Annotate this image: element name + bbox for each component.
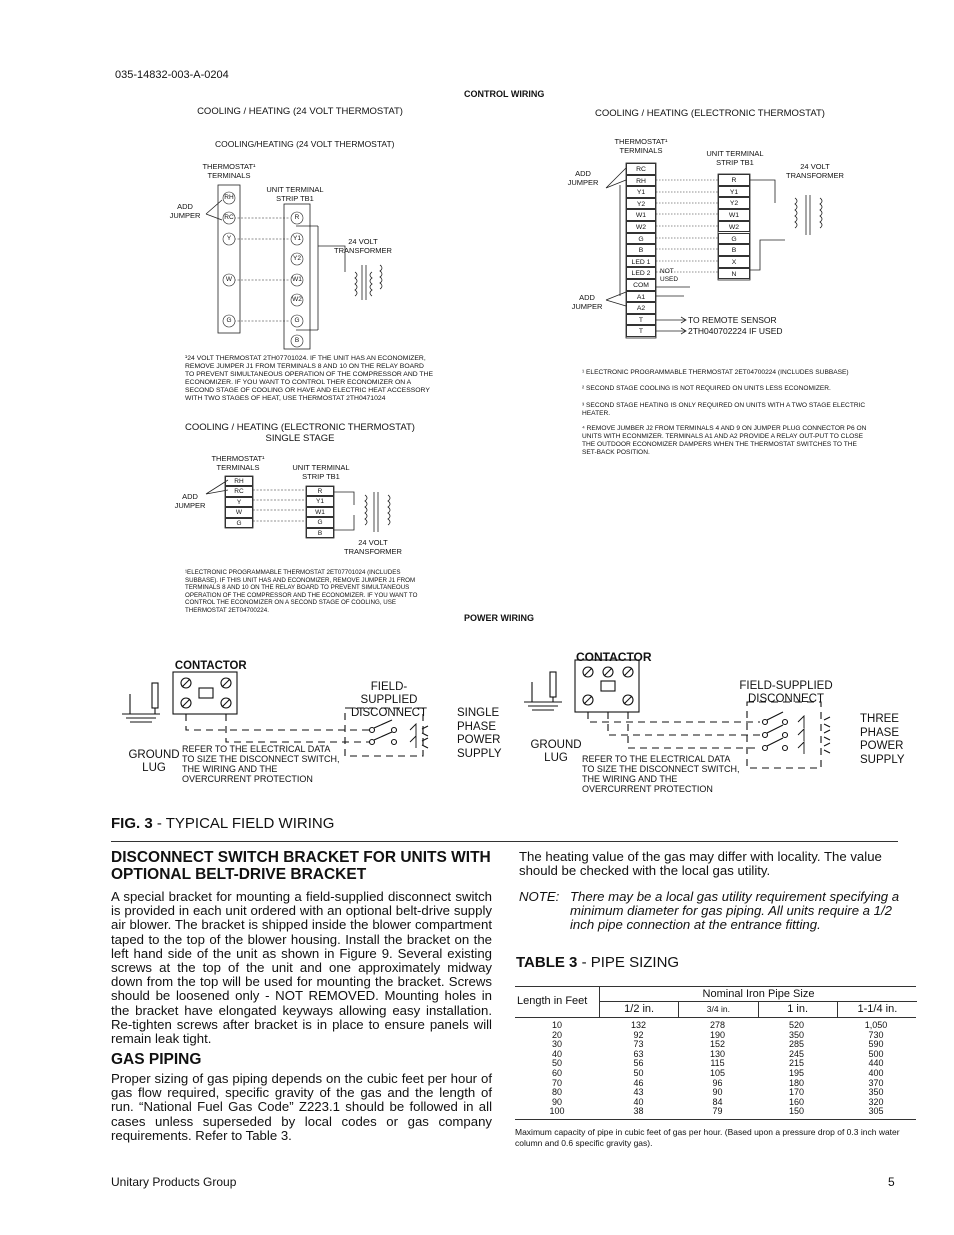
terminal-row: B xyxy=(626,244,656,256)
terminal-row: R xyxy=(306,486,334,496)
single-thermostat-terminals-label: THERMOSTAT¹ TERMINALS xyxy=(211,454,265,472)
right-unit-terminal-label: UNIT TERMINAL STRIP TB1 xyxy=(706,149,764,167)
length-column xyxy=(515,1021,599,1117)
right-heading: COOLING / HEATING (ELECTRONIC THERMOSTAT) xyxy=(595,108,825,119)
disconnect-bracket-heading: DISCONNECT SWITCH BRACKET FOR UNITS WITH OPTIONAL BELT-DRIVE BRACKET xyxy=(111,849,491,883)
figure-caption-text: - TYPICAL FIELD WIRING xyxy=(152,815,335,832)
terminal-row: G xyxy=(225,518,253,528)
three-disconnect-label: FIELD-SUPPLIED DISCONNECT xyxy=(739,680,833,705)
single-heading: COOLING / HEATING (ELECTRONIC THERMOSTAT) xyxy=(185,422,415,433)
table-cell: 40 xyxy=(551,1048,562,1059)
single-ground-lug-label: GROUND LUG xyxy=(128,749,180,774)
terminal-row: G xyxy=(626,233,656,245)
figure-caption xyxy=(111,815,334,832)
control-wiring-title: CONTROL WIRING xyxy=(464,89,545,99)
terminal-row: Y1 xyxy=(626,186,656,198)
capacity-column xyxy=(757,1021,836,1117)
terminal-row: G xyxy=(718,233,750,245)
terminal-row: RC xyxy=(626,163,656,175)
table-cell: 350 xyxy=(788,1029,805,1040)
table-cell: 500 xyxy=(868,1048,884,1059)
terminal-label: W xyxy=(225,276,233,283)
terminal-label: Y2 xyxy=(293,255,301,262)
right-note-item: ³ SECOND STAGE HEATING IS ONLY REQUIRED ON UNITS WITH A TWO STAGE ELECTRIC HEATER. xyxy=(582,402,866,417)
terminal-row: B xyxy=(306,528,334,538)
table-cell: 80 xyxy=(551,1087,562,1098)
table-cell: 50 xyxy=(551,1058,562,1069)
table-cell: 60 xyxy=(551,1067,562,1078)
remote-sensor-label-1: TO REMOTE SENSOR xyxy=(688,315,777,325)
terminal-label: R xyxy=(294,214,300,221)
table-cell: 160 xyxy=(788,1096,805,1107)
single-refer-note: REFER TO THE ELECTRICAL DATA TO SIZE THE DISCONNECT SWITCH, THE WIRING AND THE OVERCURRENT PROTECTION xyxy=(182,744,340,784)
terminal-label: G xyxy=(294,317,300,324)
single-transformer-label: 24 VOLT TRANSFORMER xyxy=(344,538,402,556)
terminal-row: W1 xyxy=(306,507,334,517)
table-cell: 100 xyxy=(549,1106,565,1117)
three-ground-lug-label: GROUND LUG xyxy=(530,739,582,764)
capacity-column xyxy=(678,1021,757,1117)
nominal-size-header: Nominal Iron Pipe Size xyxy=(600,987,917,1002)
not-used-label: NOT USED xyxy=(660,268,679,283)
terminal-row: X xyxy=(718,256,750,268)
footer-company: Unitary Products Group xyxy=(111,1175,237,1189)
terminal-row: Y1 xyxy=(306,496,334,506)
terminal-row: A1 xyxy=(626,291,656,303)
table-cell: 520 xyxy=(788,1020,805,1030)
table-cell: 350 xyxy=(868,1087,884,1098)
right-transformer-label: 24 VOLT TRANSFORMER xyxy=(786,162,844,180)
table-cell: 215 xyxy=(788,1058,805,1069)
table-cell: 79 xyxy=(712,1106,723,1117)
table-cell: 10 xyxy=(551,1020,562,1030)
terminal-row: W2 xyxy=(718,221,750,233)
doc-number: 035-14832-003-A-0204 xyxy=(115,69,229,81)
terminal-row: B xyxy=(718,244,750,256)
disconnect-bracket-paragraph: A special bracket for mounting a field-supplied disconnect switch is provided in each unit ordered with an optional belt-drive supply air blower. The bracket is shipped inside the blower compartment taped to the top of the blower housing. Install the bracket on the left hand side of the unit as shown in Figure 9. Several existing screws at the top of the unit and one approximately midway down from the top will be used for mounting the bracket. Screws should be loosened only - NOT REMOVED. Mounting holes in the bracket have elongated keyways allowing easy installation. Re-tighten screws after bracket is in place to ensure panels will remain leak tight. xyxy=(111,889,492,1047)
pipe-size-header: 3/4 in. xyxy=(678,1002,757,1017)
table-cell: 105 xyxy=(709,1067,726,1078)
table-cell: 440 xyxy=(868,1058,884,1069)
table-cell: 40 xyxy=(633,1096,644,1107)
table-caption-text: - PIPE SIZING xyxy=(577,954,680,971)
terminal-row: W2 xyxy=(626,221,656,233)
single-unit-terminal-label: UNIT TERMINAL STRIP TB1 xyxy=(292,463,350,481)
terminal-row: LED 2 xyxy=(626,267,656,279)
single-disconnect-label: FIELD-SUPPLIED DISCONNECT xyxy=(350,681,428,719)
terminal-row: R xyxy=(718,174,750,186)
pipe-size-header: 1-1/4 in. xyxy=(837,1002,917,1017)
terminal-row: T xyxy=(626,325,656,337)
terminal-label: G xyxy=(226,317,232,324)
terminal-label: B xyxy=(294,337,300,344)
table-cell: 245 xyxy=(788,1048,805,1059)
right-note-item: ¹ ELECTRONIC PROGRAMMABLE THERMOSTAT 2ET04700224 (INCLUDES SUBBASE) xyxy=(582,369,849,376)
table-cell: 130 xyxy=(709,1048,726,1059)
heating-value-paragraph: The heating value of the gas may differ with locality. The value should be checked with the local gas utility. xyxy=(519,849,882,879)
left-add-jumper-label: ADD JUMPER xyxy=(169,202,201,220)
table-cell: 46 xyxy=(633,1077,644,1088)
terminal-row: W1 xyxy=(718,209,750,221)
table-cell: 400 xyxy=(868,1067,884,1078)
page-number: 5 xyxy=(888,1175,895,1189)
pipe-size-header: 1 in. xyxy=(758,1002,837,1017)
terminal-row: RH xyxy=(225,476,253,486)
table-cell: 150 xyxy=(788,1106,805,1117)
right-note-item: ⁴ REMOVE JUMBER J2 FROM TERMINALS 4 AND 9 ON JUMPER PLUG CONNECTOR P6 ON UNITS WITH ECONMIZER. TERMINALS A1 AND A2 PROVIDE A RELAY OUT-PUT TO CLOSE THE OUTDOOR ECONOMIZER DAMPERS WHEN THE THERMOSTAT SWITCHES TO THE SET-BACK POSITION. xyxy=(582,425,867,456)
table-cell: 30 xyxy=(551,1039,562,1050)
right-thermostat-terminals-label: THERMOSTAT¹ TERMINALS xyxy=(614,137,668,155)
three-refer-note: REFER TO THE ELECTRICAL DATA TO SIZE THE DISCONNECT SWITCH, THE WIRING AND THE OVERCURRENT PROTECTION xyxy=(582,754,740,794)
left-subheading: COOLING/HEATING (24 VOLT THERMOSTAT) xyxy=(215,139,395,149)
table-cell: 56 xyxy=(633,1058,644,1069)
single-phase-supply-label: SINGLE PHASE POWER SUPPLY xyxy=(457,707,502,760)
terminal-row: A2 xyxy=(626,302,656,314)
table-cell: 1,050 xyxy=(864,1020,888,1030)
left-thermostat-block xyxy=(218,185,240,333)
capacity-column xyxy=(836,1021,916,1117)
table-cell: 285 xyxy=(788,1039,805,1050)
note-label: NOTE: xyxy=(519,889,560,904)
capacity-column xyxy=(599,1021,678,1117)
table-cell: 305 xyxy=(868,1106,884,1117)
terminal-row: N xyxy=(718,268,750,280)
table-cell: 90 xyxy=(712,1087,723,1098)
table-cell: 73 xyxy=(633,1039,644,1050)
terminal-row: RH xyxy=(626,175,656,187)
table-cell: 132 xyxy=(630,1020,647,1030)
table-cell: 38 xyxy=(633,1106,644,1117)
terminal-label: W1 xyxy=(292,276,302,283)
table-cell: 20 xyxy=(551,1029,562,1040)
table-cell: 70 xyxy=(551,1077,562,1088)
table-cell: 590 xyxy=(868,1039,884,1050)
gas-piping-paragraph: Proper sizing of gas piping depends on the cubic feet per hour of gas flow required, specific gravity of the gas and the length of run. “National Fuel Gas Code” Z223.1 should be followed in all cases unless superseded by local codes or gas company requirements. Refer to Table 3. xyxy=(111,1071,492,1143)
terminal-row: Y2 xyxy=(626,198,656,210)
terminal-row: W1 xyxy=(626,209,656,221)
table-cell: 730 xyxy=(868,1029,884,1040)
left-thermostat-terminals-label: THERMOSTAT¹ TERMINALS xyxy=(202,162,256,180)
terminal-row: G xyxy=(306,517,334,527)
table-cell: 370 xyxy=(868,1077,884,1088)
right-add-jumper-top: ADD JUMPER xyxy=(567,169,599,187)
table-cell: 63 xyxy=(633,1048,644,1059)
length-header: Length in Feet xyxy=(517,995,588,1007)
table-cell: 152 xyxy=(709,1039,726,1050)
terminal-row: RC xyxy=(225,486,253,496)
note-block xyxy=(519,889,901,933)
three-contactor-label: CONTACTOR xyxy=(576,650,652,664)
caption-rule xyxy=(111,841,898,842)
table-cell: 84 xyxy=(712,1096,723,1107)
table-cell: 190 xyxy=(709,1029,726,1040)
left-jumper-arrow xyxy=(206,200,222,220)
left-transformer-label: 24 VOLT TRANSFORMER xyxy=(334,237,392,255)
table-cell: 90 xyxy=(551,1096,562,1107)
single-contactor-label: CONTACTOR xyxy=(174,658,247,672)
table-cell: 96 xyxy=(712,1077,723,1088)
terminal-label: RH xyxy=(224,194,234,201)
table-label: TABLE 3 xyxy=(516,954,578,971)
table-cell: 320 xyxy=(868,1096,884,1107)
single-add-jumper-label: ADD JUMPER xyxy=(174,492,206,510)
power-wiring-title: POWER WIRING xyxy=(464,613,534,623)
table-cell: 115 xyxy=(710,1058,725,1069)
figure-label: FIG. 3 xyxy=(111,815,153,832)
terminal-row: COM xyxy=(626,279,656,291)
pipe-size-header: 1/2 in. xyxy=(624,1003,655,1015)
table-cell: 170 xyxy=(788,1087,805,1098)
terminal-row: T xyxy=(626,314,656,326)
table-cell: 180 xyxy=(788,1077,805,1088)
gas-piping-heading: GAS PIPING xyxy=(111,1051,202,1068)
table-cell: 50 xyxy=(633,1067,644,1078)
terminal-row: Y1 xyxy=(718,186,750,198)
table-footnote: Maximum capacity of pipe in cubic feet of gas per hour. (Based upon a pressure drop of 0.3 inch water column and 0.6 specific gravity gas). xyxy=(515,1127,900,1148)
table-cell: 278 xyxy=(709,1020,726,1030)
note-text: There may be a local gas utility requirement specifying a minimum diameter for gas piping. All units require a 1/2 inch pipe connection at the entrance fitting. xyxy=(570,889,900,933)
three-phase-supply-label: THREE PHASE POWER SUPPLY xyxy=(860,713,905,766)
table-cell: 43 xyxy=(633,1087,644,1098)
table-cell: 195 xyxy=(788,1067,805,1078)
terminal-label: W2 xyxy=(292,296,302,303)
single-subheading: SINGLE STAGE xyxy=(265,433,335,444)
right-note-item: ² SECOND STAGE COOLING IS NOT REQUIRED ON UNITS LESS ECONOMIZER. xyxy=(582,385,831,392)
terminal-label: Y xyxy=(226,235,232,242)
left-heading: COOLING / HEATING (24 VOLT THERMOSTAT) xyxy=(197,106,403,117)
terminal-row: Y xyxy=(225,497,253,507)
single-note: ¹ELECTRONIC PROGRAMMABLE THERMOSTAT 2ET07701024 (INCLUDES SUBBASE). IF THIS UNIT HAS AND ECONOMIZER, REMOVE JUMPER J1 FROM TERMINALS 8 AND 10 ON THE RELAY BOARD TO PREVENT SIMULTANEOUS OPERATION OF THE COMPRESSOR AND THE ECONOMIZER. IF YOU WANT TO CONTROL THE ECONOMIZER ON A SECOND STAGE OF COOLING, USE THERMOSTAT 2ET04700224. xyxy=(185,569,418,614)
right-add-jumper-bottom: ADD JUMPER xyxy=(571,293,603,311)
terminal-row: W xyxy=(225,507,253,517)
remote-sensor-label-2: 2TH040702224 IF USED xyxy=(688,326,783,336)
terminal-label: RC xyxy=(224,214,234,221)
terminal-row: Y2 xyxy=(718,197,750,209)
terminal-label: Y1 xyxy=(293,235,301,242)
terminal-row: LED 1 xyxy=(626,256,656,268)
left-note: ¹24 VOLT THERMOSTAT 2TH07701024. IF THE UNIT HAS AN ECONOMIZER, REMOVE JUMPER J1 FROM TERMINALS 8 AND 10 ON THE RELAY BOARD TO PREVENT SIMULTANEOUS OPERATION OF THE COMPRESSOR AND THE ECONOMIZER. IF YOU WANT TO CONTROL THER ECONOMIZER ON A SECOND STAGE OF COOLING OR HAVE AND ELECTRIC HEAT ACCESSORY WITH TWO STAGES OF HEAT, USE THERMOSTAT 2TH0471024 xyxy=(185,355,433,402)
pipe-sizing-table xyxy=(515,986,916,1120)
table-cell: 92 xyxy=(633,1029,644,1040)
table-caption xyxy=(516,954,679,971)
left-unit-terminal-label: UNIT TERMINAL STRIP TB1 xyxy=(266,185,324,203)
